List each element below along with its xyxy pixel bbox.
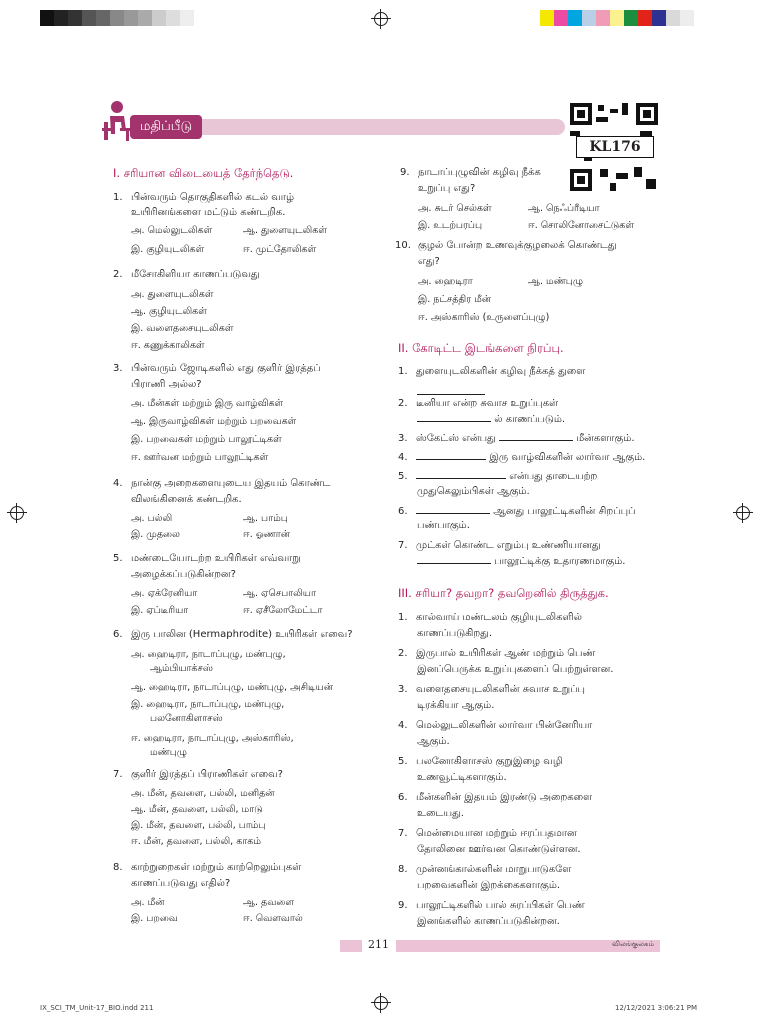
- question-1-line2: உயிரினங்களை மட்டும் கண்டறிக.: [131, 207, 286, 218]
- registration-mark-right: [736, 506, 750, 520]
- fill-item-2: 2. டீனியா என்ற சுவாச உறுப்புகள்: [398, 398, 559, 409]
- q7-option-d: ஈ. மீன், தவளை, பல்லி, காகம்: [131, 836, 261, 847]
- tf-item-7: 7. மென்மையான மற்றும் ஈரப்பதமான: [398, 828, 577, 839]
- question-9-line2: உறுப்பு எது?: [418, 183, 476, 194]
- q3-option-b: ஆ. இருவாழ்விகள் மற்றும் பறவைகள்: [131, 416, 297, 427]
- q7-option-a: அ. மீன், தவளை, பல்லி, மனிதன்: [131, 788, 275, 799]
- q5-option-d: ஈ. ஏசீலோமேட்டா: [243, 605, 323, 616]
- section-3-title: III. சரியா? தவறா? தவறெனில் திருத்துக.: [398, 586, 609, 600]
- q6-option-c-line2: பலனோகிளாசஸ்: [150, 713, 223, 724]
- q9-option-d: ஈ. சொலினோசைட்டுகள்: [528, 220, 634, 231]
- q5-option-b: ஆ. ஏசெபாலியா: [243, 588, 316, 599]
- tf-item-9: 9. பாலூட்டிகளில் பால் சுரப்பிகள் பெண்: [398, 900, 585, 911]
- fill-item-3: 3. ஸ்கேட்ஸ் என்பது மீன்களாகும்.: [398, 430, 635, 446]
- q5-option-a: அ. ஏக்ரேனியா: [131, 588, 198, 599]
- question-7: 7. குளிர் இரத்தப் பிராணிகள் எவை?: [113, 769, 283, 780]
- q10-option-c: இ. நட்சத்திர மீன்: [418, 294, 491, 305]
- q10-option-a: அ. ஹைடிரா: [418, 276, 473, 287]
- tf-item-7-line2: தோலினை ஊர்வன கொண்டுள்ளன.: [417, 844, 581, 855]
- q9-option-c: இ. உடற்பரப்பு: [418, 220, 483, 231]
- question-9: 9. நாடாப்புழுவின் கழிவு நீக்க: [400, 167, 541, 178]
- section-label: மதிப்பீடு: [130, 115, 202, 139]
- q4-option-c: இ. முதலை: [131, 529, 180, 540]
- question-5-line2: அழைக்கப்படுகின்றன?: [131, 569, 236, 580]
- q2-option-a: அ. துளையுடலிகள்: [131, 289, 214, 300]
- fill-item-1: 1. துளையுடலிகளின் கழிவு நீக்கத் துளை: [398, 366, 586, 377]
- tf-item-4: 4. மெல்லுடலிகளின் லார்வா பின்னேரியா: [398, 720, 593, 731]
- question-3: 3. பின்வரும் ஜோடிகளில் எது குளிர் இரத்தப்: [113, 363, 321, 374]
- tf-item-4-line2: ஆகும்.: [417, 736, 450, 747]
- q3-option-d: ஈ. ஊர்வன மற்றும் பாலூட்டிகள்: [131, 452, 269, 463]
- footer-bar-left: [340, 940, 362, 952]
- q2-option-c: இ. வளைதசையுடலிகள்: [131, 323, 234, 334]
- section-1-title: I. சரியான விடையைத் தேர்ந்தெடு.: [113, 166, 294, 180]
- question-1: 1. பின்வரும் தொகுதிகளில் கடல் வாழ்: [113, 192, 295, 203]
- question-2: 2. மீசோகிளியா காணப்படுவது: [113, 269, 260, 280]
- q8-option-c: இ. பறவை: [131, 913, 178, 924]
- page-number: 211: [368, 938, 389, 951]
- fill-item-6-line2: பண்பாகும்.: [417, 520, 470, 531]
- qr-code: [570, 103, 658, 191]
- q1-option-c: இ. குழியுடலிகள்: [131, 244, 205, 255]
- fill-item-6: 6. ஆனது பாலூட்டிகளின் சிறப்புப்: [398, 503, 636, 519]
- q4-option-a: அ. பல்லி: [131, 513, 173, 524]
- question-4-line2: விலங்கினைக் கண்டறிக.: [131, 494, 242, 505]
- fill-item-7: 7. முட்கள் கொண்ட எறும்பு உண்ணியானது: [398, 540, 601, 551]
- tf-item-3-line2: டிரக்கியா ஆகும்.: [417, 700, 495, 711]
- tf-item-5-line2: உணவூட்டிகளாகும்.: [417, 772, 507, 783]
- q5-option-c: இ. ஏப்டீரியா: [131, 605, 189, 616]
- q10-option-d: ஈ. அஸ்காரிஸ் (உருளைப்புழு): [418, 312, 550, 323]
- tf-item-2: 2. இருபால் உயிரிகள் ஆண் மற்றும் பெண்: [398, 648, 596, 659]
- fill-item-3-blank: [499, 430, 573, 441]
- q9-option-a: அ. சுடர் செல்கள்: [418, 203, 492, 214]
- fill-item-5: 5. என்பது தாடையற்ற: [398, 468, 597, 484]
- section-banner: [138, 119, 565, 135]
- fill-item-4: 4. இரு வாழ்விகளின் லார்வா ஆகும்.: [398, 449, 645, 465]
- question-5: 5. மண்டையோடற்ற உயிரிகள் எவ்வாறு: [113, 553, 301, 564]
- color-calibration-bar: [540, 10, 694, 26]
- question-10-line2: எது?: [418, 256, 440, 267]
- q1-option-d: ஈ. முட்தோலிகள்: [243, 244, 317, 255]
- fill-item-5-line2: முதுகெலும்பிகள் ஆகும்.: [417, 486, 530, 497]
- q6-option-a-line2: ஆம்பியாக்சஸ்: [150, 663, 213, 674]
- tf-item-3: 3. வளைதசையுடலிகளின் சுவாச உறுப்பு: [398, 684, 585, 695]
- fill-item-5-blank: [416, 468, 506, 479]
- q3-option-c: இ. பறவைகள் மற்றும் பாலூட்டிகள்: [131, 434, 282, 445]
- fill-item-2-blank: [417, 411, 491, 422]
- grayscale-calibration-bar: [40, 10, 194, 26]
- registration-mark-bottom: [374, 996, 388, 1010]
- student-desk-icon: [100, 100, 132, 142]
- registration-mark-left: [10, 506, 24, 520]
- q7-option-c: இ. மீன், தவளை, பல்லி, பாம்பு: [131, 820, 266, 831]
- question-3-line2: பிராணி அல்ல?: [131, 379, 202, 390]
- q6-option-a: அ. ஹைடிரா, நாடாப்புழு, மண்புழு,: [131, 649, 286, 660]
- question-6: 6. இரு பாலின (Hermaphrodite) உயிரிகள் எவை?: [113, 629, 353, 640]
- tf-item-1: 1. கால்வாய் மண்டலம் குழியுடலிகளில்: [398, 612, 582, 623]
- q8-option-b: ஆ. தவளை: [243, 897, 294, 908]
- q6-option-b: ஆ. ஹைடிரா, நாடாப்புழு, மண்புழு, அசிடியன்: [131, 682, 333, 693]
- q6-option-c: இ. ஹைடிரா, நாடாப்புழு, மண்புழு,: [131, 699, 285, 710]
- q10-option-b: ஆ. மண்புழு: [528, 276, 584, 287]
- q9-option-b: ஆ. நெஃப்ரீடியா: [528, 203, 600, 214]
- question-8-line2: காணப்படுவது எதில்?: [131, 878, 231, 889]
- q3-option-a: அ. மீன்கள் மற்றும் இரு வாழ்விகள்: [131, 398, 284, 409]
- file-name: IX_SCI_TM_Unit-17_BIO.indd 211: [40, 1004, 154, 1012]
- tf-item-8: 8. முன்னங்கால்களின் மாறுபாடுகளே: [398, 864, 572, 875]
- q4-option-b: ஆ. பாம்பு: [243, 513, 288, 524]
- q6-option-d: ஈ. ஹைடிரா, நாடாப்புழு, அஸ்காரிஸ்,: [131, 733, 294, 744]
- q1-option-a: அ. மெல்லுடலிகள்: [131, 225, 213, 236]
- fill-item-7-line2: பாலூட்டிக்கு உதாரணமாகும்.: [417, 553, 625, 569]
- tf-item-6-line2: உடையது.: [417, 808, 464, 819]
- tf-item-5: 5. பலனோகிளாசஸ் குறுஇழை வழி: [398, 756, 563, 767]
- tf-item-2-line2: இனப்பெருக்க உறுப்புகளைப் பெற்றுள்ளன.: [417, 664, 614, 675]
- q6-option-d-line2: மண்புழு: [150, 747, 187, 758]
- q8-option-d: ஈ. வௌவால்: [243, 913, 303, 924]
- q4-option-d: ஈ. ஓணான்: [243, 529, 290, 540]
- tf-item-6: 6. மீன்களின் இதயம் இரண்டு அறைகளை: [398, 792, 593, 803]
- question-8: 8. காற்றுறைகள் மற்றும் காற்றெலும்புகள்: [113, 862, 302, 873]
- q1-option-b: ஆ. துளையுடலிகள்: [243, 225, 327, 236]
- section-2-title: II. கோடிட்ட இடங்களை நிரப்பு.: [398, 341, 564, 355]
- q2-option-d: ஈ. கணுக்காலிகள்: [131, 340, 205, 351]
- fill-item-4-blank: [416, 449, 486, 460]
- registration-mark-top: [374, 12, 388, 26]
- question-4: 4. நான்கு அறைகளையுடைய இதயம் கொண்ட: [113, 478, 331, 489]
- fill-item-2-line2: ல் காணப்படும்.: [417, 411, 565, 427]
- q8-option-a: அ. மீன்: [131, 897, 165, 908]
- chapter-name: விலங்குலகம்: [612, 940, 655, 948]
- tf-item-1-line2: காணப்படுகிறது.: [417, 628, 493, 639]
- q2-option-b: ஆ. குழியுடலிகள்: [131, 306, 207, 317]
- qr-code-label: KL176: [576, 136, 654, 158]
- q7-option-b: ஆ. மீன், தவளை, பல்லி, மாடு: [131, 804, 263, 815]
- tf-item-8-line2: பறவைகளின் இறக்கைகளாகும்.: [417, 880, 561, 891]
- question-10: 10. குழல் போன்ற உணவுக்குழலைக் கொண்டது: [395, 240, 617, 251]
- tf-item-9-line2: இனங்களில் காணப்படுகின்றன.: [417, 916, 560, 927]
- fill-item-7-blank: [417, 553, 491, 564]
- fill-item-6-blank: [416, 503, 490, 514]
- print-timestamp: 12/12/2021 3:06:21 PM: [615, 1004, 698, 1012]
